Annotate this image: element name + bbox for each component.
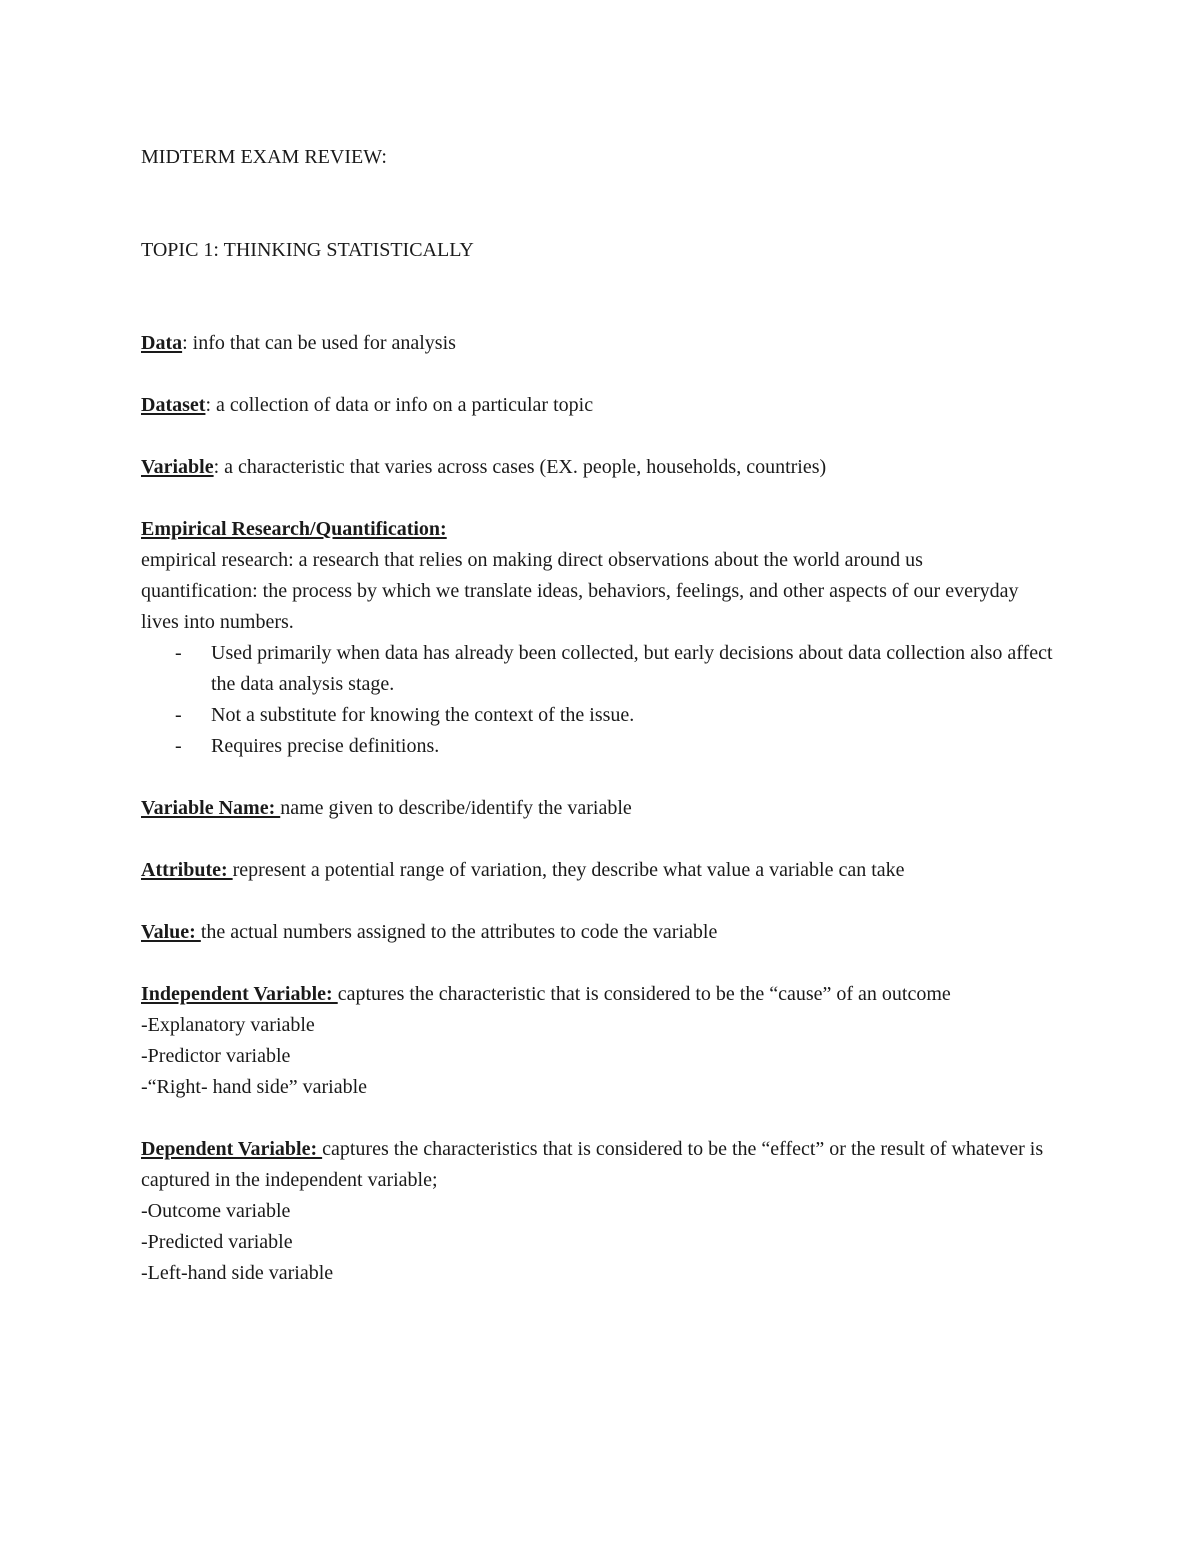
term-independent-variable: Independent Variable: (141, 983, 338, 1005)
list-item: - Requires precise definitions. (211, 731, 1061, 762)
list-item: -“Right- hand side” variable (141, 1076, 368, 1098)
definition-dependent-variable-text: captures the characteristics that is considered to be the “effect” or the result of whatever is captured in the independent variable; (141, 1138, 1044, 1191)
term-dataset: Dataset (141, 394, 206, 416)
definition-value (141, 917, 1061, 948)
term-empirical-research (141, 514, 1061, 545)
term-dependent-variable: Dependent Variable: (141, 1138, 323, 1160)
definition-attribute (141, 855, 1061, 886)
term-empirical: Empirical Research/Quantification: (141, 518, 447, 540)
definition-variable-name (141, 793, 1061, 824)
list-item: -Predictor variable (141, 1045, 291, 1067)
definition-dependent-variable (141, 1134, 1061, 1196)
definition-data (141, 328, 1061, 359)
empirical-bullet-list (141, 638, 1061, 762)
term-variable-name: Variable Name: (141, 797, 281, 819)
definition-independent-variable (141, 979, 1061, 1010)
list-item: -Left-hand side variable (141, 1262, 334, 1284)
definition-variable-text: : a characteristic that varies across cases (EX. people, households, countries) (213, 456, 827, 478)
definition-variable-name-text: name given to describe/identify the variable (280, 797, 632, 819)
quantification-text: quantification: the process by which we translate ideas, behaviors, feelings, and other aspects of our everyday lives into numbers. (141, 580, 1019, 633)
document-heading: MIDTERM EXAM REVIEW: (141, 146, 387, 168)
topic-heading: TOPIC 1: THINKING STATISTICALLY (141, 239, 474, 261)
term-variable: Variable (141, 456, 214, 478)
definition-dataset (141, 390, 1061, 421)
list-item: - Used primarily when data has already been collected, but early decisions about data collection also affect the data analysis stage. (211, 638, 1061, 700)
definition-value-text: the actual numbers assigned to the attributes to code the variable (200, 921, 718, 943)
list-item: - Not a substitute for knowing the context of the issue. (211, 700, 1061, 731)
list-item: -Explanatory variable (141, 1014, 315, 1036)
definition-independent-variable-text: captures the characteristic that is considered to be the “cause” of an outcome (337, 983, 951, 1005)
list-item: -Outcome variable (141, 1200, 291, 1222)
empirical-research-text: empirical research: a research that relies on making direct observations about the world around us (141, 549, 923, 571)
definition-variable (141, 452, 1061, 483)
term-attribute: Attribute: (141, 859, 233, 881)
term-data: Data (141, 332, 183, 354)
document-content (141, 142, 1061, 1289)
definition-dataset-text: : a collection of data or info on a particular topic (205, 394, 594, 416)
definition-data-text: : info that can be used for analysis (182, 332, 456, 354)
list-item: -Predicted variable (141, 1231, 293, 1253)
definition-attribute-text: represent a potential range of variation, they describe what value a variable can take (232, 859, 905, 881)
term-value: Value: (141, 921, 201, 943)
